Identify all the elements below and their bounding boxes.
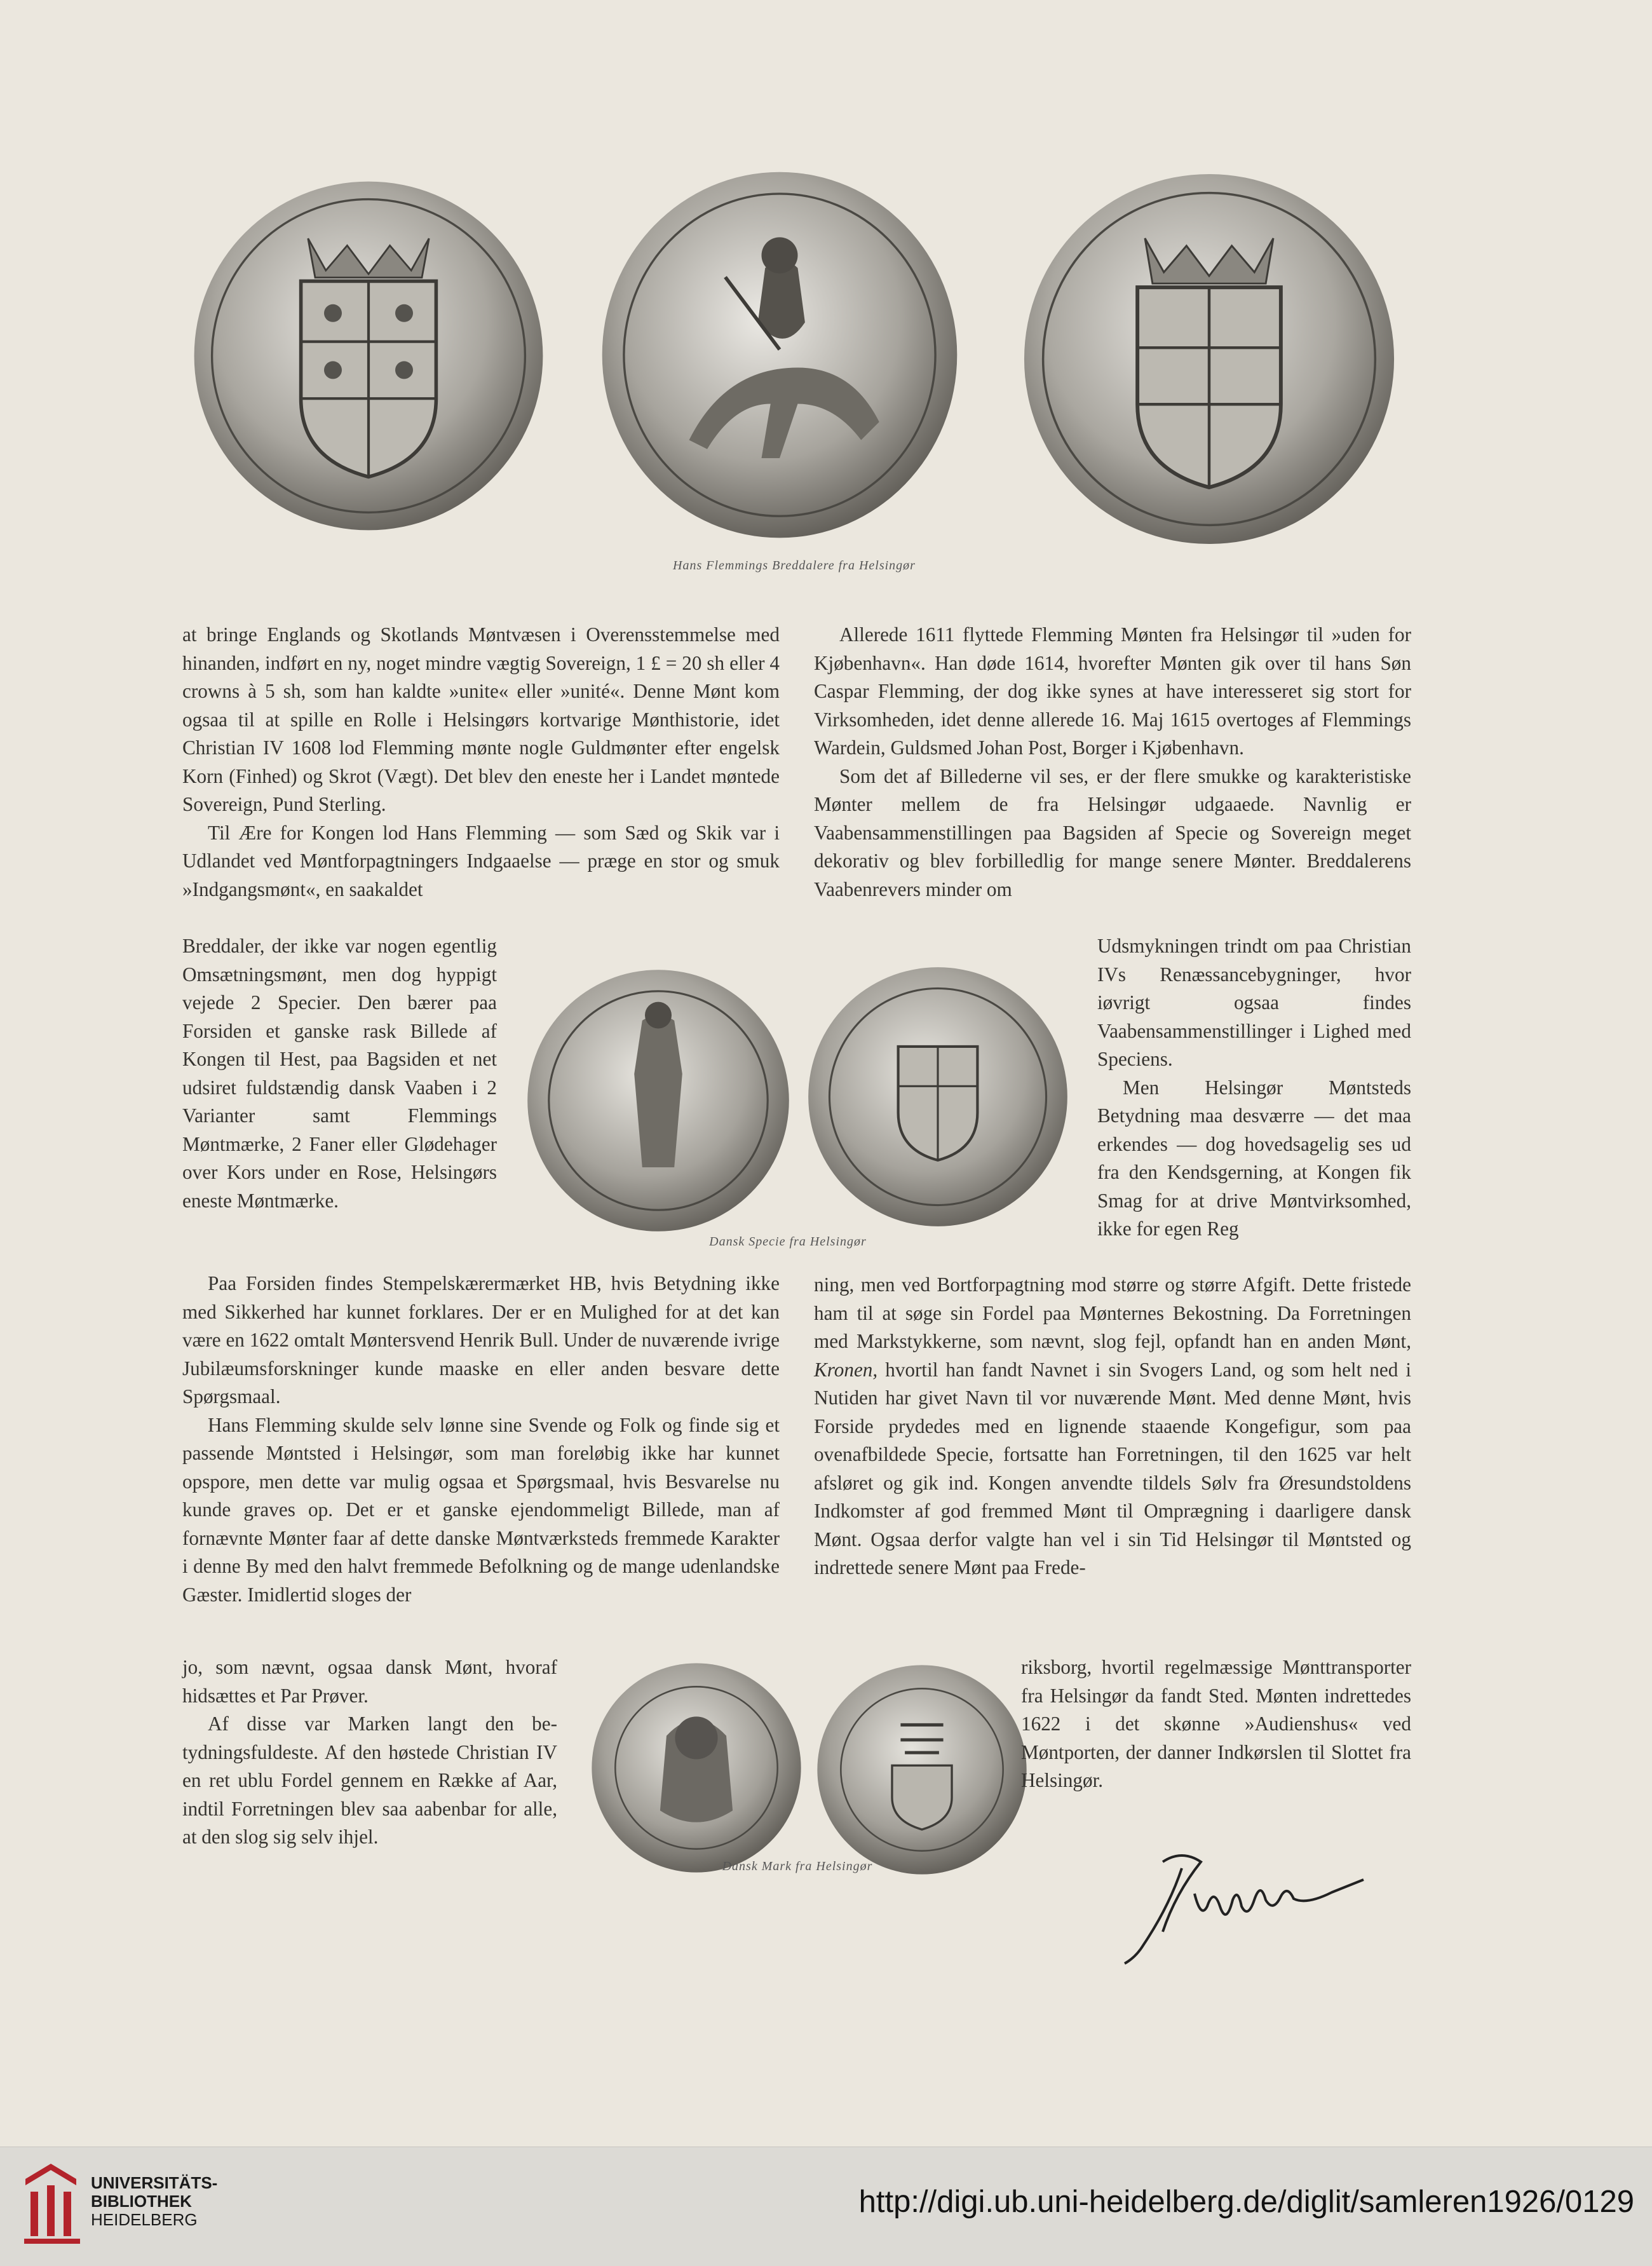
left-column-top	[182, 621, 780, 904]
right-column-wrap-specie	[1097, 932, 1411, 1244]
library-name	[91, 2174, 217, 2229]
right-paragraph-3b	[814, 1271, 1411, 1582]
right-paragraph-3b-post: hvortil han fandt Navnet i sin Svogers Land, og som helt ned i Nutiden har givet Navn til vor nuværende Mønt. Med denne Mønt, hvis Forside prydedes med en lignende staaende Kongefigur, som paa ovenafbildede Specie, fortsatte han Forretningen, til den 1625 var helt afsløret og gik ind. Kongen anvendte tildels Sølv fra Øresundstoldens Indkomster af god fremmed Mønt til Omprægning i daarligere dansk Mønt. Ogsaa derfor valgte han vel i sin Tid Helsingør til Møntsted og indrettede senere Mønt paa Frede-	[814, 1358, 1411, 1578]
permalink-url[interactable]: http://digi.ub.uni-heidelberg.de/diglit/samleren1926/0129	[858, 2185, 1634, 2219]
specie-caption: Dansk Specie fra Helsingør	[709, 1235, 867, 1249]
right-paragraph-2b: Udsmykningen trindt om paa Christian IVs Renæssancebygninger, hvor iøvrigt ogsaa findes Vaabensammenstillinger i Lighed med Speciens.	[1097, 935, 1411, 1070]
kronen-emphasis: Kronen,	[814, 1358, 878, 1381]
right-paragraph-3b-pre: ning, men ved Bortforpagtning mod større og større Afgift. Dette fristede ham til at søge sin Fordel paa Mønternes Bekostning. Da Forretningen med Markstykkerne, som nævnt, slog fejl, opfandt han en anden Mønt,	[814, 1273, 1411, 1352]
right-column-top	[814, 621, 1411, 904]
right-column-wrap-mark	[1021, 1653, 1411, 1795]
breddaler-variant-coin-image	[1020, 170, 1398, 548]
left-column-wrap-specie	[182, 932, 497, 1215]
library-footer	[0, 2147, 1652, 2266]
breddaler-caption: Hans Flemmings Breddalere fra Helsingør	[673, 559, 916, 573]
right-paragraph-2a: Som det af Billederne vil ses, er der flere smukke og karakteristiske Mønter mellem de fra Helsingør udgaaede. Navnlig er Vaabensammenstillingen paa Bagsiden af Specie og Sovereign meget dekorativ og blev forbilledlig for mange senere Mønter. Breddalerens Vaabenrevers minder om	[814, 764, 1411, 900]
library-name-line-1: UNIVERSITÄTS-	[91, 2173, 218, 2192]
specie-obverse-coin-image	[525, 967, 792, 1235]
left-column-bottom	[182, 1270, 780, 1609]
right-column-middle	[814, 1271, 1411, 1582]
breddaler-reverse-coin-image	[191, 178, 546, 534]
left-paragraph-4a: Hans Flemming skulde selv lønne sine Svende og Folk og finde sig et passende Møntsted i Helsingør, som man foreløbig ikke har kunnet opspore, men dette var mulig ogsaa et Spørgsmaal, hvis Besvarelse nu kunde graves op. Det er et ganske ejendommeligt Billede, man af fornævnte Mønter faar af dette danske Møntværksteds fremmede Karakter i denne By med den halvt fremmede Befolkning og de mange udenlandske Gæster. Imidlertid sloges der	[182, 1413, 780, 1606]
left-paragraph-2a: Til Ære for Kongen lod Hans Flemming — som Sæd og Skik var i Udlandet ved Møntforpagtningers Indgaaelse — præge en stor og smuk »Indgangsmønt«, en saakaldet	[182, 821, 780, 900]
breddaler-obverse-coin-image	[599, 168, 961, 543]
left-paragraph-4b: jo, som nævnt, ogsaa dansk Mønt, hvoraf hidsættes et Par Prøver.	[182, 1656, 557, 1707]
left-column-wrap-mark	[182, 1653, 557, 1852]
left-paragraph-1: at bringe Englands og Skotlands Møntvæsen i Overensstemmelse med hinanden, indført en ny, noget mindre vægtig Sovereign, 1 £ = 20 sh eller 4 crowns à 5 sh, som han kaldte »unite« eller »unité«. Denne Mønt kom ogsaa til at spille en Rolle i Helsingørs kortvarige Mønthistorie, idet Christian IV 1608 lod Flemming mønte nogle Guldmønter efter engelsk Korn (Finhed) og Skrot (Vægt). Det blev den eneste her i Landet møntede Sovereign, Pund Sterling.	[182, 623, 780, 815]
library-name-line-3: HEIDELBERG	[91, 2210, 198, 2229]
library-name-line-2: BIBLIOTHEK	[91, 2192, 192, 2211]
right-paragraph-1: Allerede 1611 flyttede Flemming Mønten fra Helsingør til »uden for Kjøbenhavn«. Han døde 1614, hvorefter Mønten gik over til hans Søn Caspar Flemming, der dog ikke synes at have interesseret sig stort for Virksomheden, idet denne allerede 16. Maj 1615 overtoges af Flemmings Wardein, Guldsmed Johan Post, Borger i Kjøbenhavn.	[814, 623, 1411, 759]
mark-caption: Dansk Mark fra Helsingør	[722, 1859, 873, 1873]
author-signature	[1106, 1849, 1411, 1970]
left-paragraph-5: Af disse var Marken langt den betydningsfuldeste. Af den høstede Christian IV en ret ublu Fordel gennem en Række af Aar, indtil Forretningen blev saa aabenbar for alle, at den slog sig selv ihjel.	[182, 1713, 557, 1848]
left-paragraph-3: Paa Forsiden findes Stempelskærermærket HB, hvis Betydning ikke med Sikkerhed har kunnet forklares. Der er en Mulighed for at det kan være en 1622 omtalt Møntersvend Henrik Bull. Under de nuværende ivrige Jubilæumsforskninger kunde maaske en eller anden besvare dette Spørgsmaal.	[182, 1272, 780, 1408]
right-paragraph-3a: Men Helsingør Møntsteds Betydning maa desværre — det maa erkendes — dog hovedsagelig ses ud fra den Kendsgerning, at Kongen fik Smag for at drive Møntvirksomhed, ikke for egen Reg	[1097, 1076, 1411, 1240]
mark-obverse-coin-image	[590, 1661, 803, 1875]
specie-reverse-coin-image	[806, 963, 1070, 1230]
mark-reverse-coin-image	[815, 1663, 1029, 1876]
right-paragraph-3c: riksborg, hvortil regelmæssige Mønttransporter fra Helsingør da fandt Sted. Mønten indrettedes 1622 i det skønne »Audienshus« ved Møntporten, der danner Indkørslen til Slottet fra Helsingør.	[1021, 1656, 1411, 1791]
left-paragraph-2b: Breddaler, der ikke var nogen egentlig Omsætningsmønt, men dog hyppigt vejede 2 Specier. Den bærer paa Forsiden et ganske rask Billede af Kongen til Hest, paa Bagsiden et net udsiret fuldstændig dansk Vaaben i 2 Varianter samt Flemmings Møntmærke, 2 Faner eller Glødehager over Kors under en Rose, Helsingørs eneste Møntmærke.	[182, 935, 497, 1212]
university-library-logo-icon	[19, 2160, 85, 2246]
